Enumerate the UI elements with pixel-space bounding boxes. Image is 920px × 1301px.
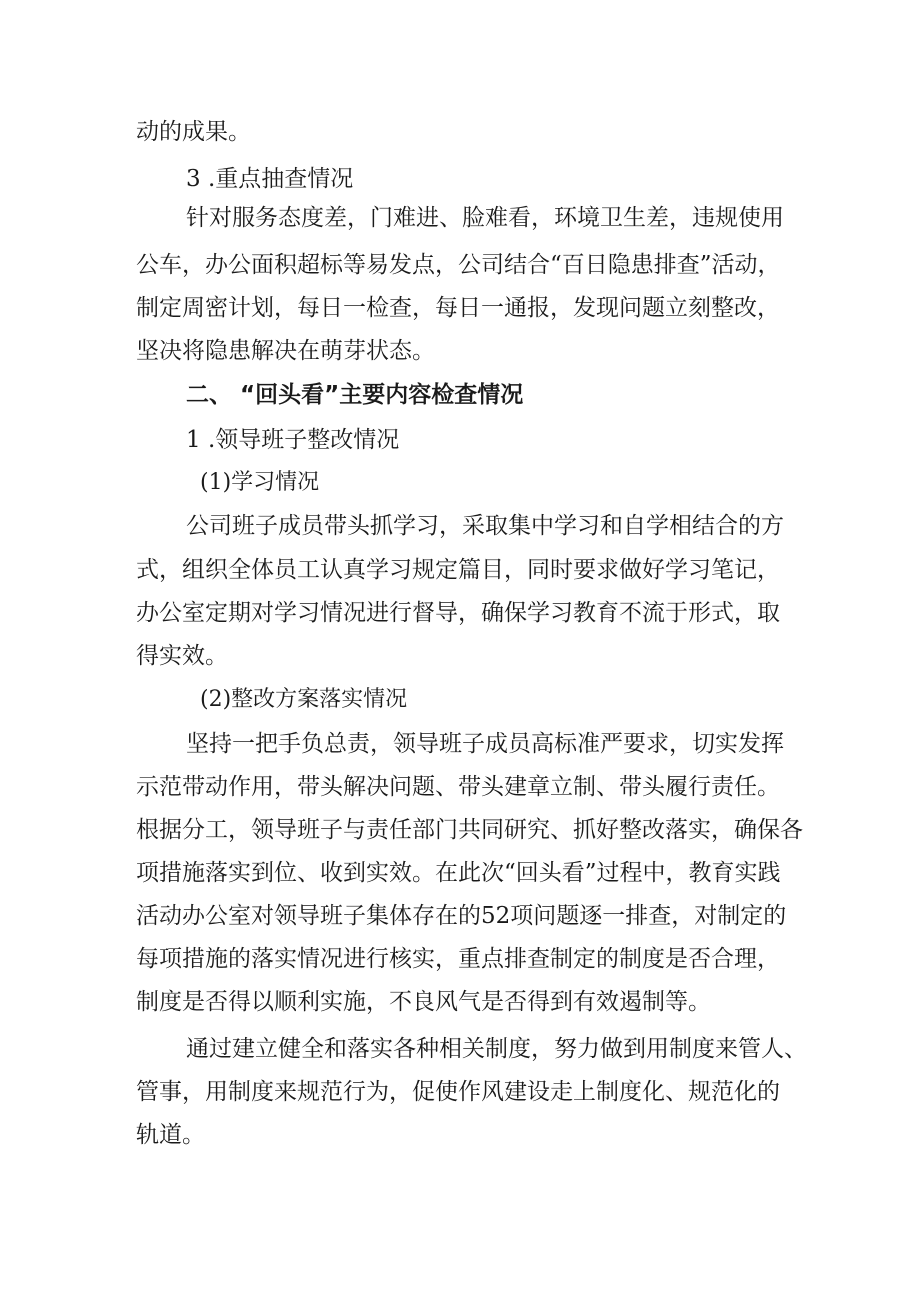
paragraph-3-line-2: 示范带动作用，带头解决问题、带头建章立制、带头履行责任。 <box>136 774 780 800</box>
paragraph-3-line-4: 项措施落实到位、收到实效。在此次“回头看”过程中，教育实践 <box>136 860 781 886</box>
paragraph-1-line-3: 制定周密计划，每日一检查，每日一通报，发现问题立刻整改， <box>136 295 780 321</box>
paragraph-4-line-2: 管事，用制度来规范行为，促使作风建设走上制度化、规范化的 <box>136 1079 780 1105</box>
paragraph-3-line-3: 根据分工，领导班子与责任部门共同研究、抓好整改落实，确保各 <box>136 817 803 843</box>
paragraph-2-line-3: 办公室定期对学习情况进行督导，确保学习教育不流于形式，取 <box>136 600 780 626</box>
section-heading-2: 二、 “回头看”主要内容检查情况 <box>186 382 524 408</box>
paragraph-3-line-5: 活动办公室对领导班子集体存在的52项问题逐一排查，对制定的 <box>136 903 787 929</box>
subsection-heading-1: 1 .领导班子整改情况 <box>186 427 400 453</box>
sub-item-heading-1: (1)学习情况 <box>200 470 320 495</box>
paragraph-4-line-3: 轨道。 <box>136 1122 205 1148</box>
paragraph-4-line-1: 通过建立健全和落实各种相关制度，努力做到用制度来管人、 <box>186 1036 807 1062</box>
paragraph-1-line-1: 针对服务态度差，门难进、脸难看，环境卫生差，违规使用 <box>186 205 784 231</box>
paragraph-1-line-2: 公车，办公面积超标等易发点，公司结合“百日隐患排查”活动， <box>136 252 781 278</box>
paragraph-2-line-4: 得实效。 <box>136 643 228 669</box>
paragraph-2-line-1: 公司班子成员带头抓学习，采取集中学习和自学相结合的方 <box>186 513 784 539</box>
paragraph-3-line-1: 坚持一把手负总责，领导班子成员高标准严要求，切实发挥 <box>186 731 784 757</box>
paragraph-2-line-2: 式，组织全体员工认真学习规定篇目，同时要求做好学习笔记， <box>136 557 780 583</box>
sub-item-heading-2: (2)整改方案落实情况 <box>200 687 408 712</box>
paragraph-3-line-6: 每项措施的落实情况进行核实，重点排查制定的制度是否合理， <box>136 946 780 972</box>
paragraph-1-line-4: 坚决将隐患解决在萌芽状态。 <box>136 338 435 364</box>
subsection-heading-3: 3 .重点抽查情况 <box>186 166 354 192</box>
paragraph-3-line-7: 制度是否得以顺利实施，不良风气是否得到有效遏制等。 <box>136 989 711 1015</box>
paragraph-continuation-line: 动的成果。 <box>136 119 251 145</box>
